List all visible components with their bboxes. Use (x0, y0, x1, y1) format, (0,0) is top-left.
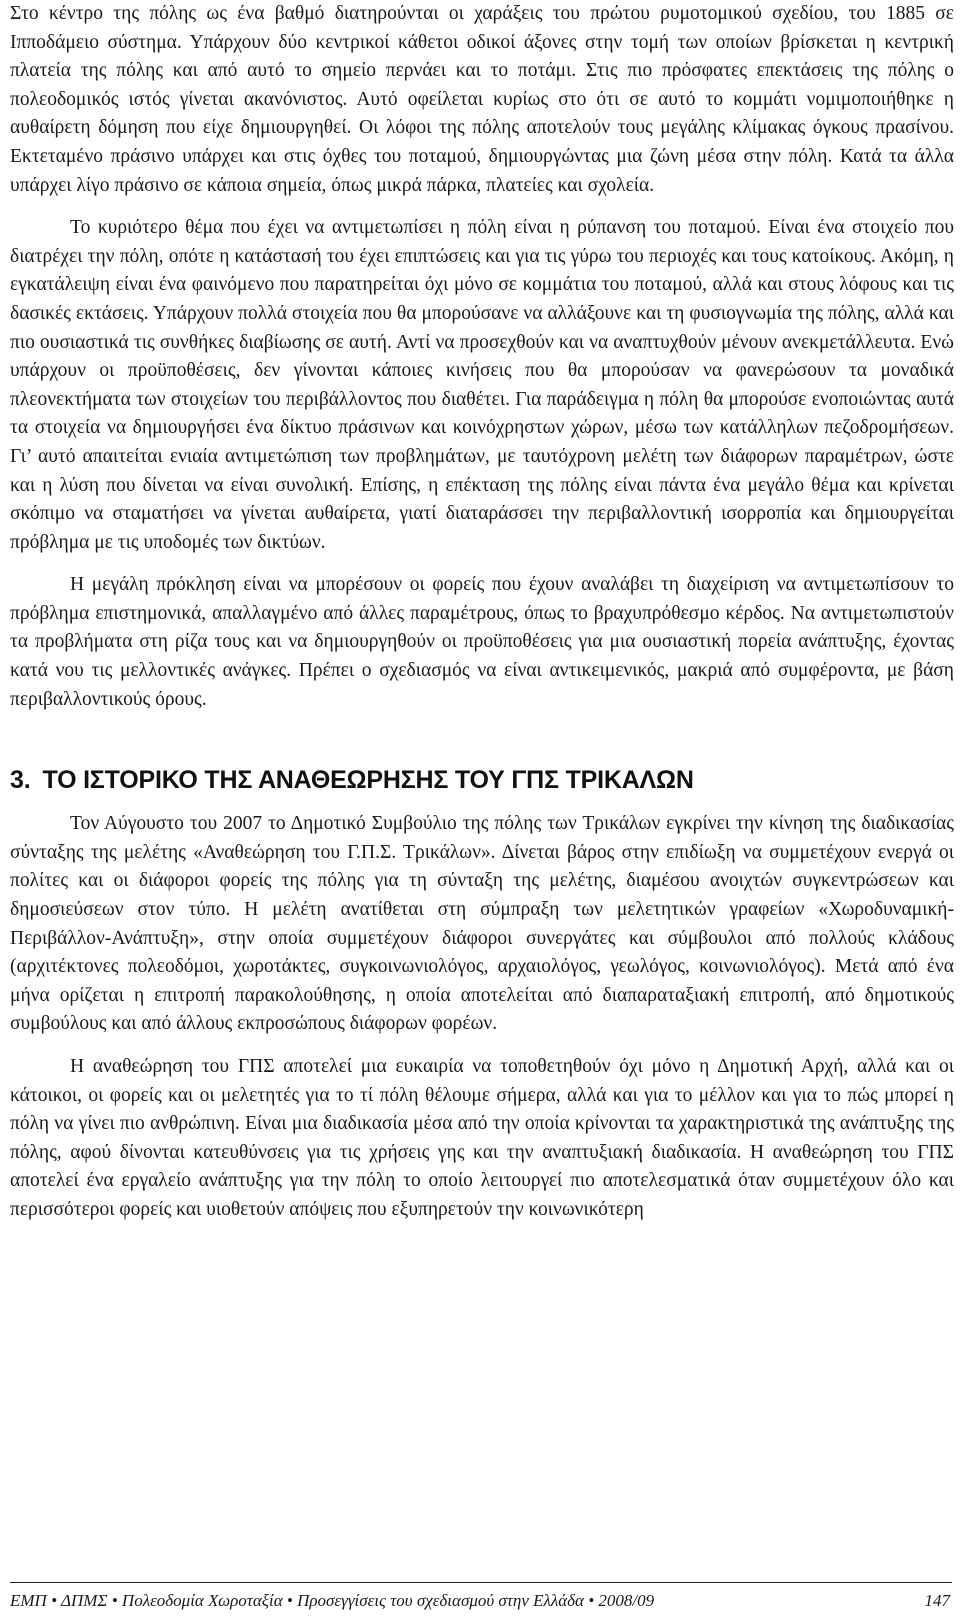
page-footer (0, 1582, 960, 1616)
footer-rule (10, 1582, 952, 1583)
page-body (10, 0, 954, 1225)
footer-running-title: ΕΜΠ • ΔΠΜΣ • Πολεοδομία Χωροταξία • Προσεγγίσεις του σχεδιασμού στην Ελλάδα • 2008/09 (10, 1591, 655, 1610)
page-number: 147 (924, 1591, 950, 1610)
section-heading (10, 762, 954, 798)
body-paragraph: Το κυριότερο θέμα που έχει να αντιμετωπίσει η πόλη είναι η ρύπανση του ποταμού. Είναι ένα στοιχείο που διατρέχει την πόλη, οπότε η κατάστασή του έχει επιπτώσεις και για τις γύρω του περιοχές και τους κατοίκους. Ακόμη, η εγκατάλειψη είναι ένα φαινόμενο που παρατηρείται όχι μόνο σε κομμάτια του ποταμού, αλλά και στους λόφους και τις δασικές εκτάσεις. Υπάρχουν πολλά στοιχεία που θα μπορούσανε να αλλάξουνε και τη φυσιογνωμία της πόλης, αλλά και πιο ουσιαστικά τις συνθήκες διαβίωσης σε αυτή. Αντί να προσεχθούν και να αναπτυχθούν μένουν ανεκμετάλλευτα. Ενώ υπάρχουν οι προϋποθέσεις, δεν γίνονται κάποιες κινήσεις που θα μπορούσαν να φανερώσουν τα μοναδικά πλεονεκτήματα των στοιχείων του περιβάλλοντος που διαθέτει. Για παράδειγμα η πόλη θα μπορούσε ενοποιώντας αυτά τα στοιχεία να δημιουργήσει ένα δίκτυο πράσινων και κοινόχρηστων χώρων, μέσω των κατάλληλων πεζοδρομήσεων. Γι’ αυτό απαιτείται ενιαία αντιμετώπιση των προβλημάτων, με ταυτόχρονη μελέτη των διάφορων παραμέτρων, ώστε και η λύση που δίνεται να είναι συνολική. Επίσης, η επέκταση της πόλης είναι πάντα ένα μεγάλο θέμα και κρίνεται σκόπιμο να σταματήσει να γίνεται αυθαίρετα, γιατί διαταράσσει την περιβαλλοντική ισορροπία και δημιουργείται πρόβλημα με τις υποδομές των δικτύων. (10, 217, 954, 553)
body-paragraph: Η αναθεώρηση του ΓΠΣ αποτελεί μια ευκαιρία να τοποθετηθούν όχι μόνο η Δημοτική Αρχή, αλλά και οι κάτοικοι, οι φορείς και οι μελετητές για το τί πόλη θέλουμε σήμερα, αλλά και για το μέλλον και για το πώς μπορεί η πόλη να γίνει πιο ανθρώπινη. Είναι μια διαδικασία μέσα από την οποία κρίνονται τα χαρακτηριστικά της ανάπτυξης της πόλης, αφού δίνονται κατευθύνσεις για τις χρήσεις γης και την αναπτυξιακή διαδικασία. Η αναθεώρηση του ΓΠΣ αποτελεί ένα εργαλείο ανάπτυξης για την πόλη το οποίο λειτουργεί πιο αποτελεσματικά όταν συμμετέχουν όλο και περισσότεροι φορείς και υιοθετούν απόψεις που εξυπηρετούν την κοινωνικότερη (10, 1056, 954, 1220)
body-paragraph: Η μεγάλη πρόκληση είναι να μπορέσουν οι φορείς που έχουν αναλάβει τη διαχείριση να αντιμετωπίσουν το πρόβλημα επιστημονικά, απαλλαγμένο από άλλες παραμέτρους, όπως το βραχυπρόθεσμο κέρδος. Να αντιμετωπιστούν τα προβλήματα στη ρίζα τους και να δημιουργηθούν οι προϋποθέσεις για μια ουσιαστική πορεία ανάπτυξης, έχοντας κατά νου τις μελλοντικές ανάγκες. Πρέπει ο σχεδιασμός να είναι αντικειμενικός, μακριά από συμφέροντα, με βάση περιβαλλοντικούς όρους. (10, 574, 954, 710)
section-title: ΤΟ ΙΣΤΟΡΙΚΟ ΤΗΣ ΑΝΑΘΕΩΡΗΣΗΣ ΤΟΥ ΓΠΣ ΤΡΙΚΑΛΩΝ (42, 766, 694, 795)
body-paragraph: Στο κέντρο της πόλης ως ένα βαθμό διατηρούνται οι χαράξεις του πρώτου ρυμοτομικού σχεδίου, του 1885 σε Ιπποδάμειο σύστημα. Υπάρχουν δύο κεντρικοί κάθετοι οδικοί άξονες στην τομή των οποίων βρίσκεται η κεντρική πλατεία της πόλης και από αυτό το σημείο περνάει και το ποτάμι. Στις πιο πρόσφατες επεκτάσεις της πόλης ο πολεοδομικός ιστός γίνεται ακανόνιστος. Αυτό οφείλεται κυρίως στο ότι σε αυτό το κομμάτι νομιμοποιήθηκε η αυθαίρετη δόμηση που είχε δημιουργηθεί. Οι λόφοι της πόλης αποτελούν τους μεγάλης κλίμακας όγκους πρασίνου. Εκτεταμένο πράσινο υπάρχει και στις όχθες του ποταμού, δημιουργώντας μια ζώνη μέσα στην πόλη. Κατά τα άλλα υπάρχει λίγο πράσινο σε κάποια σημεία, όπως μικρά πάρκα, πλατείες και σχολεία. (10, 3, 954, 196)
body-paragraph: Τον Αύγουστο του 2007 το Δημοτικό Συμβούλιο της πόλης των Τρικάλων εγκρίνει την κίνηση της διαδικασίας σύνταξης της μελέτης «Αναθεώρηση του Γ.Π.Σ. Τρικάλων». Δίνεται βάρος στην επιδίωξη να συμμετέχουν ενεργά οι πολίτες και οι διάφοροι φορείς της πόλης για τη σύνταξη της μελέτης, διαμέσου ανοιχτών συγκεντρώσεων και δημοσιεύσεων στον τύπο. Η μελέτη ανατίθεται στη σύμπραξη των μελετητικών γραφείων «Χωροδυναμική- Περιβάλλον-Ανάπτυξη», στην οποία συμμετέχουν διάφοροι συνεργάτες και σύμβουλοι από πολλούς κλάδους (αρχιτέκτονες πολεοδόμοι, χωροτάκτες, συγκοινωνιολόγος, αρχαιολόγος, γεωλόγος, κοινωνιολόγος). Μετά από ένα μήνα ορίζεται η επιτροπή παρακολούθησης, η οποία αποτελείται από διαπαραταξιακή επιτροπή, από δημοτικούς συμβούλους και από άλλους εκπροσώπους διάφορων φορέων. (10, 813, 954, 1035)
section-number: 3. (10, 766, 31, 795)
